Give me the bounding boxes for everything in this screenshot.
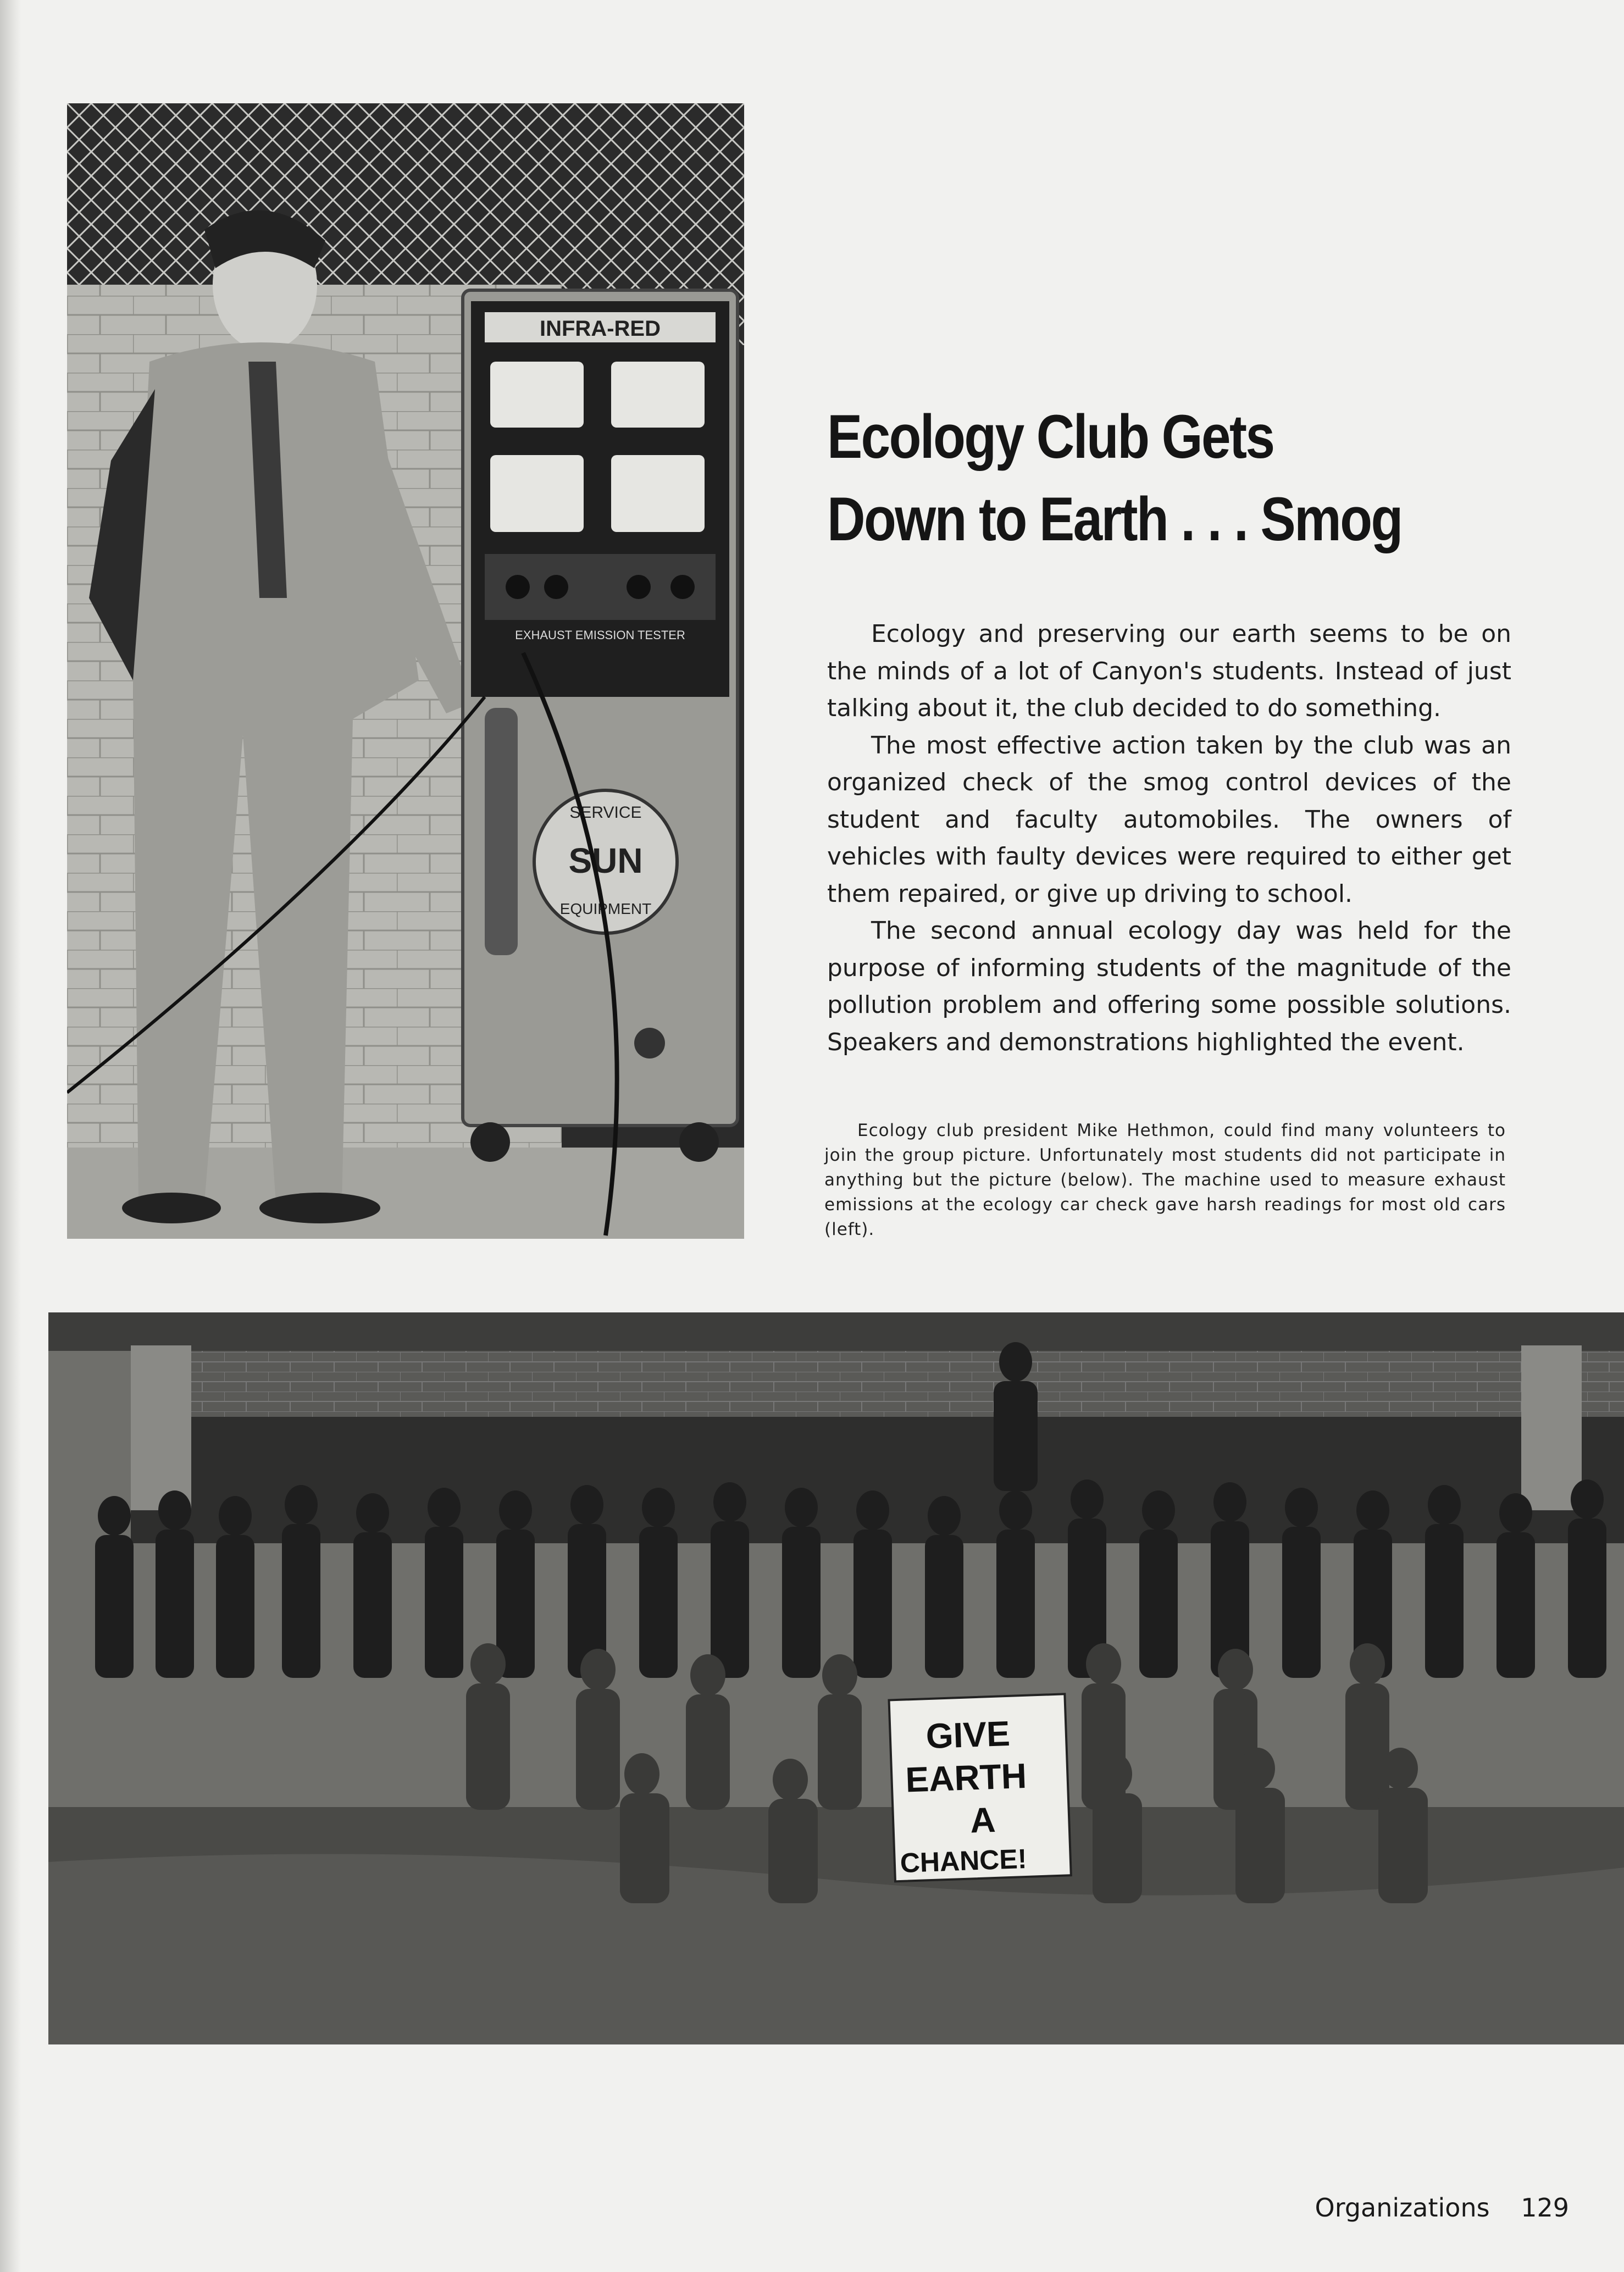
article-headline [827,396,1402,561]
headline-line-1: Ecology Club Gets [827,402,1274,471]
page-number: 129 [1521,2193,1569,2223]
badge-center-text: SUN [568,841,643,880]
page-edge [0,0,21,2272]
machine-label: INFRA-RED [540,317,661,341]
sign-line-4: CHANCE! [899,1843,1028,1878]
badge-top-text: SERVICE [569,803,642,822]
article-body [827,616,1511,1061]
exhaust-tester-photo [67,103,744,1239]
exhaust-tester-illustration [67,103,744,1239]
machine-panel-label: EXHAUST EMISSION TESTER [515,628,685,642]
badge-bottom-text: EQUIPMENT [559,900,652,917]
photo-caption: Ecology club president Mike Hethmon, could find many volunteers to join the group picture. Unfortunately most students did not participate in anything but the picture (below). The machine used to measure exhaust emissions at the ecology car check gave harsh readings for most old cars (left). [824,1121,1506,1239]
page-footer [1315,2193,1569,2223]
article-paragraph: The second annual ecology day was held for the purpose of informing students of the magnitude of the pollution problem and offering some possible solutions. Speakers and demonstrations highlighted the event. [827,917,1511,1056]
article-paragraph: Ecology and preserving our earth seems to be on the minds of a lot of Canyon's students. Instead of just talking about it, the club decided to do something. [827,620,1511,722]
section-label: Organizations [1315,2193,1490,2223]
sign-line-1: GIVE [925,1713,1011,1756]
article-paragraph: The most effective action taken by the club was an organized check of the smog control devices of the student and faculty automobiles. The owners of vehicles with faulty devices were required to either get them repaired, or give up driving to school. [827,731,1511,908]
sign-line-2: EARTH [905,1755,1028,1800]
sign-line-3: A [969,1799,996,1841]
group-photo [48,1312,1624,2044]
group-illustration [48,1312,1624,2044]
headline-line-2: Down to Earth . . . Smog [827,485,1402,553]
